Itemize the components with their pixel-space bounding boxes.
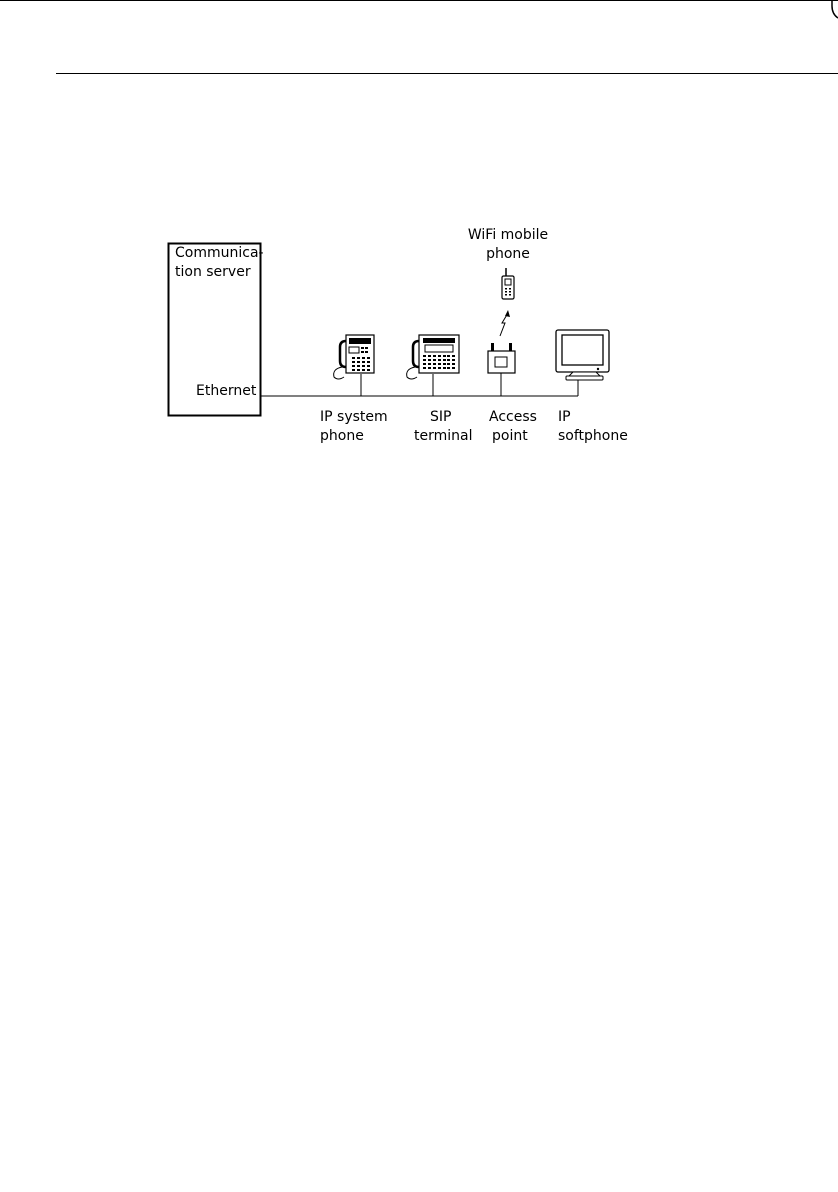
wireless-signal-icon [500,310,510,336]
server-title-line2: tion server [175,264,251,280]
sip-terminal-label-line2: terminal [414,428,473,444]
server-title-line1: Communica- [175,245,264,261]
sip-terminal-label-line1: SIP [430,409,452,425]
ethernet-label: Ethernet [196,383,257,399]
ip-system-phone-label-line2: phone [320,428,364,444]
sip-terminal-icon [407,335,459,379]
ip-system-phone-icon [334,335,374,379]
ip-system-phone-label-line1: IP system [320,409,388,425]
ip-softphone-label-line1: IP [558,409,571,425]
access-point-label-line1: Access [489,409,537,425]
wifi-mobile-phone-label-line2: phone [486,246,530,262]
monitor-icon [556,330,609,380]
wifi-mobile-phone-label-line1: WiFi mobile [467,227,549,243]
access-point-label-line2: point [492,428,528,444]
mobile-phone-icon [502,268,514,299]
access-point-icon [488,343,515,373]
ip-softphone-label-line2: softphone [558,428,628,444]
